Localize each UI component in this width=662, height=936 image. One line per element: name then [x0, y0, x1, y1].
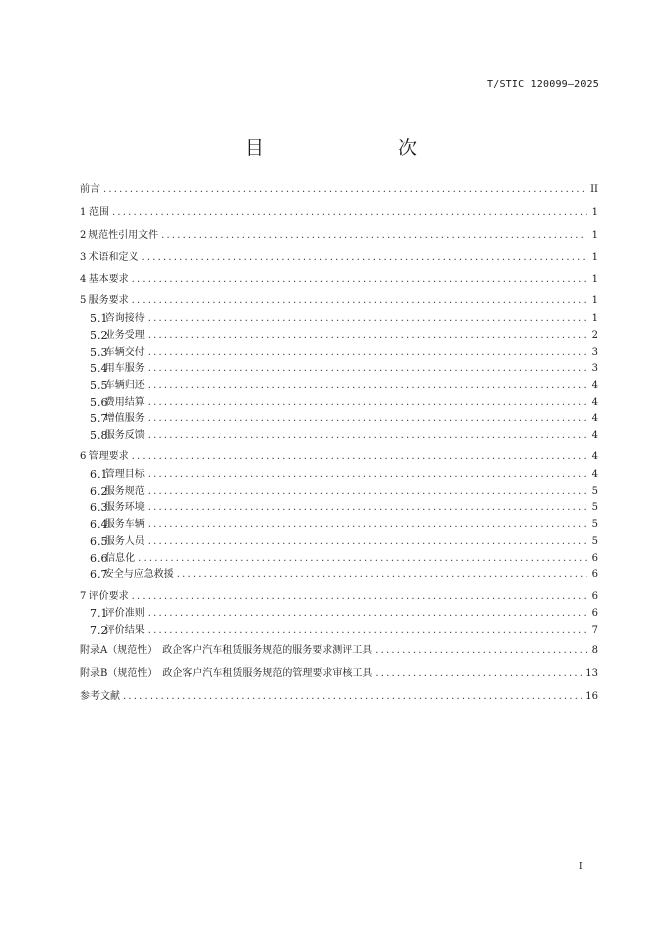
toc-entry-number: 3 [80, 252, 87, 263]
toc-leader-dots [148, 429, 587, 443]
toc-entry[interactable] [80, 229, 598, 243]
toc-entry-number: 7.1 [90, 607, 108, 620]
toc-entry-number: 6.1 [90, 468, 108, 481]
toc-entry-label: 业务受理 [104, 330, 145, 341]
toc-entry-number: 6.6 [90, 552, 108, 565]
toc-leader-dots [148, 535, 587, 549]
toc-leader-dots [375, 644, 587, 658]
toc-entry-label: 术语和定义 [88, 252, 139, 263]
toc-entry-label: 安全与应急救援 [103, 569, 174, 580]
toc-entry-page: 1 [591, 274, 598, 285]
page-number: I [579, 862, 583, 872]
toc-leader-dots [148, 412, 587, 426]
toc-entry-number: 5 [80, 295, 87, 306]
toc-entry-label: 管理要求 [88, 451, 129, 462]
toc-entry-page: 2 [591, 330, 598, 341]
toc-entry-number: 5.6 [90, 396, 108, 409]
toc-entry[interactable] [80, 485, 598, 499]
toc-entry-label: 参考文献 [80, 691, 120, 702]
toc-entry[interactable] [80, 294, 598, 308]
toc-entry-page: 6 [591, 608, 598, 619]
toc-entry[interactable] [80, 552, 598, 566]
toc-entry-number: 6.7 [90, 568, 108, 581]
toc-entry-label: 服务反馈 [104, 430, 145, 441]
toc-entry-page: 1 [591, 295, 598, 306]
toc-entry[interactable] [80, 644, 598, 658]
toc-entry-page: 6 [591, 591, 598, 602]
toc-leader-dots [138, 552, 587, 566]
toc-entry[interactable] [80, 535, 598, 549]
toc-leader-dots [375, 667, 582, 681]
toc-entry-number: 5.3 [90, 346, 108, 359]
toc-entry-page: 6 [591, 569, 598, 580]
toc-leader-dots [148, 346, 587, 360]
toc-entry[interactable] [80, 251, 598, 265]
toc-entry[interactable] [80, 273, 598, 287]
toc-leader-dots [148, 624, 587, 638]
toc-leader-dots [132, 294, 587, 308]
toc-entry-label: 评价要求 [88, 591, 129, 602]
toc-leader-dots [148, 396, 587, 410]
toc-entry-page: 5 [591, 502, 598, 513]
toc-entry[interactable] [80, 607, 598, 621]
toc-entry-number: 7.2 [90, 624, 108, 637]
toc-entry-label: 增值服务 [104, 413, 145, 424]
toc-entry-page: 4 [591, 397, 598, 408]
toc-leader-dots [123, 690, 582, 704]
toc-leader-dots [148, 485, 587, 499]
toc-leader-dots [132, 590, 587, 604]
toc-entry-page: 4 [591, 451, 598, 462]
toc-leader-dots [148, 329, 587, 343]
toc-leader-dots [148, 379, 587, 393]
toc-entry-number: 5.2 [90, 329, 108, 342]
toc-leader-dots [141, 251, 587, 265]
toc-entry-label: 范围 [89, 207, 110, 218]
toc-leader-dots [148, 518, 587, 532]
toc-leader-dots [148, 312, 587, 326]
toc-leader-dots [132, 273, 587, 287]
toc-leader-dots [103, 183, 587, 197]
toc-leader-dots [112, 206, 587, 220]
toc-entry-page: 3 [591, 347, 598, 358]
toc-entry[interactable] [80, 468, 598, 482]
toc-entry[interactable] [80, 624, 598, 638]
toc-entry[interactable] [80, 362, 598, 376]
toc-entry-label: 咨询接待 [104, 313, 145, 324]
toc-entry-label: 基本要求 [88, 274, 129, 285]
toc-entry[interactable] [80, 412, 598, 426]
toc-entry-page: 1 [591, 230, 598, 241]
toc-entry-page: 7 [591, 625, 598, 636]
toc-leader-dots [148, 607, 587, 621]
toc-entry-page: 6 [591, 553, 598, 564]
toc-entry[interactable] [80, 429, 598, 443]
toc-entry-label: 车辆归还 [104, 380, 145, 391]
toc-entry[interactable] [80, 206, 598, 220]
toc-entry-page: 4 [591, 380, 598, 391]
toc-entry-label: 附录A（规范性） 政企客户汽车租赁服务规范的服务要求测评工具 [80, 645, 373, 656]
toc-entry[interactable] [80, 346, 598, 360]
toc-leader-dots [148, 468, 587, 482]
toc-entry-number: 4 [80, 274, 87, 285]
toc-leader-dots [132, 450, 587, 464]
toc-entry-number: 6.4 [90, 518, 108, 531]
toc-entry[interactable] [80, 450, 598, 464]
toc-entry-label: 费用结算 [104, 397, 145, 408]
toc-entry-page: 1 [591, 207, 598, 218]
toc-entry-label: 服务车辆 [104, 519, 145, 530]
toc-entry[interactable] [80, 667, 598, 681]
toc-entry-label: 服务规范 [104, 486, 145, 497]
toc-entry-label: 服务要求 [88, 295, 129, 306]
toc-entry-page: 1 [591, 252, 598, 263]
toc-entry-page: 5 [591, 486, 598, 497]
toc-entry-page: II [590, 184, 598, 195]
toc-entry-label: 信息化 [105, 553, 136, 564]
toc-entry-number: 6.3 [90, 501, 108, 514]
toc-entry-number: 5.8 [90, 429, 108, 442]
toc-entry-page: 4 [591, 413, 598, 424]
toc-entry-number: 1 [80, 207, 87, 218]
toc-entry-page: 4 [591, 430, 598, 441]
toc-entry-page: 5 [591, 536, 598, 547]
toc-entry-label: 车辆交付 [104, 347, 145, 358]
toc-entry-label: 用车服务 [104, 363, 145, 374]
toc-entry-number: 6.2 [90, 485, 108, 498]
toc-entry-label: 评价结果 [104, 625, 145, 636]
page-title: 目 次 [244, 137, 449, 159]
toc-entry-page: 4 [591, 469, 598, 480]
toc-entry[interactable] [80, 518, 598, 532]
toc-entry-page: 8 [591, 645, 598, 656]
toc-leader-dots [161, 229, 587, 243]
toc-entry-page: 13 [585, 668, 598, 679]
toc-entry[interactable] [80, 501, 598, 515]
toc-entry-number: 6 [80, 451, 87, 462]
toc-entry[interactable] [80, 183, 598, 197]
toc-entry-page: 16 [585, 691, 598, 702]
toc-entry[interactable] [80, 590, 598, 604]
toc-leader-dots [177, 568, 587, 582]
toc-entry[interactable] [80, 379, 598, 393]
toc-entry-number: 6.5 [90, 535, 108, 548]
toc-entry-label: 评价准则 [104, 608, 145, 619]
toc-entry-label: 服务环境 [104, 502, 145, 513]
toc-entry-page: 5 [591, 519, 598, 530]
toc-entry-number: 7 [80, 591, 87, 602]
toc-entry[interactable] [80, 690, 598, 704]
toc-entry[interactable] [80, 396, 598, 410]
toc-leader-dots [148, 362, 587, 376]
toc-entry-label: 附录B（规范性） 政企客户汽车租赁服务规范的管理要求审核工具 [80, 668, 373, 679]
toc-entry-page: 3 [591, 363, 598, 374]
toc-entry-number: 5.5 [90, 379, 108, 392]
toc-entry-label: 规范性引用文件 [88, 230, 159, 241]
toc-entry[interactable] [80, 568, 598, 582]
toc-entry-label: 管理目标 [104, 469, 145, 480]
standard-code: T/STIC 120099—2025 [487, 79, 599, 90]
toc-entry-number: 5.1 [90, 312, 108, 325]
toc-entry[interactable] [80, 312, 598, 326]
toc-entry-number: 5.4 [90, 362, 108, 375]
toc-entry-number: 5.7 [90, 412, 108, 425]
toc-entry-number: 2 [80, 230, 87, 241]
toc-entry-page: 1 [591, 313, 598, 324]
toc-entry-label: 服务人员 [104, 536, 145, 547]
toc-entry[interactable] [80, 329, 598, 343]
toc-entry-label: 前言 [80, 184, 100, 195]
toc-leader-dots [148, 501, 587, 515]
